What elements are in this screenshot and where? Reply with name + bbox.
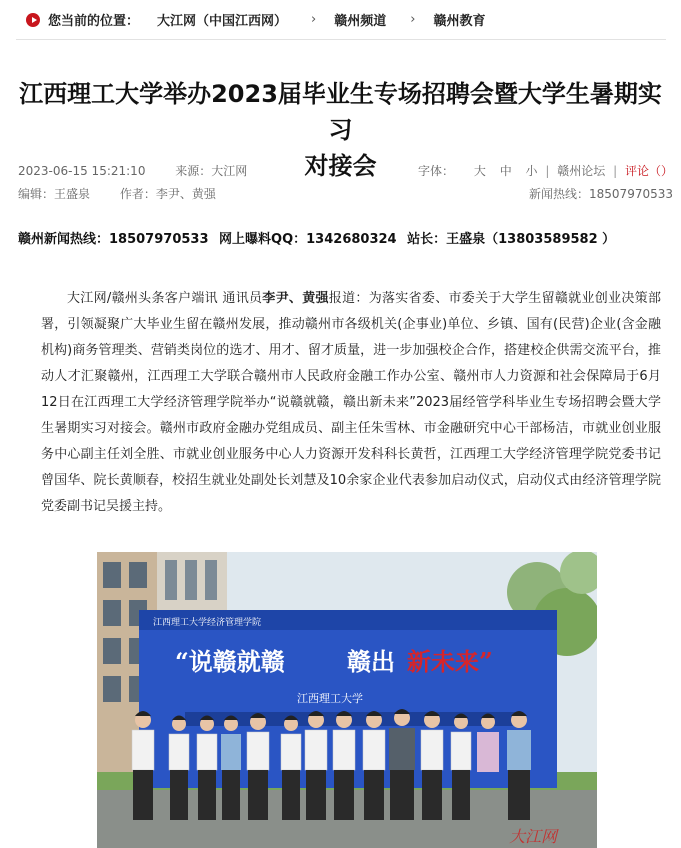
body-reporters: 李尹、黄强 [262, 291, 329, 306]
hotline-news: 赣州新闻热线：18507970533 [18, 232, 209, 247]
hotline-bar [18, 228, 621, 247]
article-editor: 编辑：王盛泉 [18, 187, 91, 201]
watermark-logo: 大江网 [509, 827, 558, 846]
font-size-small-button[interactable]: 小 [525, 164, 538, 178]
font-size-label: 字体： [418, 164, 455, 178]
article-source: 来源：大江网 [175, 164, 248, 178]
breadcrumb [16, 0, 666, 40]
divider: | [613, 164, 618, 178]
article-title-line1: 江西理工大学举办2023届毕业生专场招聘会暨大学生暑期实习 [19, 80, 662, 144]
article-photo [97, 552, 597, 848]
location-arrow-icon [26, 13, 40, 27]
breadcrumb-link-ganzhou[interactable]: 赣州频道 [334, 14, 387, 29]
font-size-medium-button[interactable]: 中 [499, 164, 512, 178]
article-author: 作者：李尹、黄强 [119, 187, 216, 201]
hotline-chief: 站长：王盛泉（13803589582 ） [407, 232, 616, 247]
banner-slogan-c: 新未来” [407, 647, 493, 676]
article-meta-row1 [18, 162, 673, 182]
body-rest: 报道：为落实省委、市委关于大学生留赣就业创业决策部署，引领凝聚广大毕业生留在赣州发展，推动赣州市各级机关(企事业)单位、乡镇、国有(民营)企业(含金融机构)商务管理类、营销类岗位的选才、用才、留才质量，进一步加强校企合作，搭建校企供需交流平台，推动人才汇聚赣州，江西理工大学联合赣州市人民政府金融工作办公室、赣州市人力资源和社会保障局于6月12日在江西理工大学经济管理学院举办“说赣就赣，赣出新未来”2023届经管学科毕业生专场招聘会暨大学生暑期实习对接会。赣州市政府金融办党组成员、副主任朱雪林、市金融研究中心干部杨洁，市就业创业服务中心副主任刘全胜、市就业创业服务中心人力资源开发科科长黄哲，江西理工大学经济管理学院党委书记曾国华、院长黄顺春，校招生就业处副处长刘慧及10余家企业代表参加启动仪式，启动仪式由经济管理学院党委副书记吴援主持。 [41, 291, 661, 514]
banner-line: 江西理工大学 [297, 692, 363, 705]
divider: | [545, 164, 550, 178]
banner-school-name: 江西理工大学经济管理学院 [153, 618, 262, 628]
article-datetime: 2023-06-15 15:21:10 [18, 164, 146, 178]
article-meta-row2 [18, 185, 673, 205]
body-intro: 大江网/赣州头条客户端讯 通讯员 [67, 291, 263, 306]
breadcrumb-separator: › [410, 12, 416, 27]
breadcrumb-link-education[interactable]: 赣州教育 [433, 14, 486, 29]
banner-slogan-a: “说赣就赣 [175, 647, 285, 676]
banner-slogan-b: 赣出 [347, 647, 395, 676]
breadcrumb-label: 您当前的位置： [48, 14, 140, 29]
forum-link[interactable]: 赣州论坛 [557, 164, 606, 178]
hotline-tips: 网上曝料QQ：1342680324 [219, 232, 397, 247]
font-size-large-button[interactable]: 大 [473, 164, 486, 178]
breadcrumb-separator: › [311, 12, 317, 27]
article-body [41, 286, 661, 520]
event-photo-illustration [97, 552, 597, 848]
news-hotline: 新闻热线：18507970533 [529, 187, 673, 201]
breadcrumb-link-dajiang[interactable]: 大江网（中国江西网） [157, 14, 288, 29]
article-title-line2: 对接会 [304, 152, 377, 180]
comment-link[interactable]: 评论（） [624, 164, 673, 178]
